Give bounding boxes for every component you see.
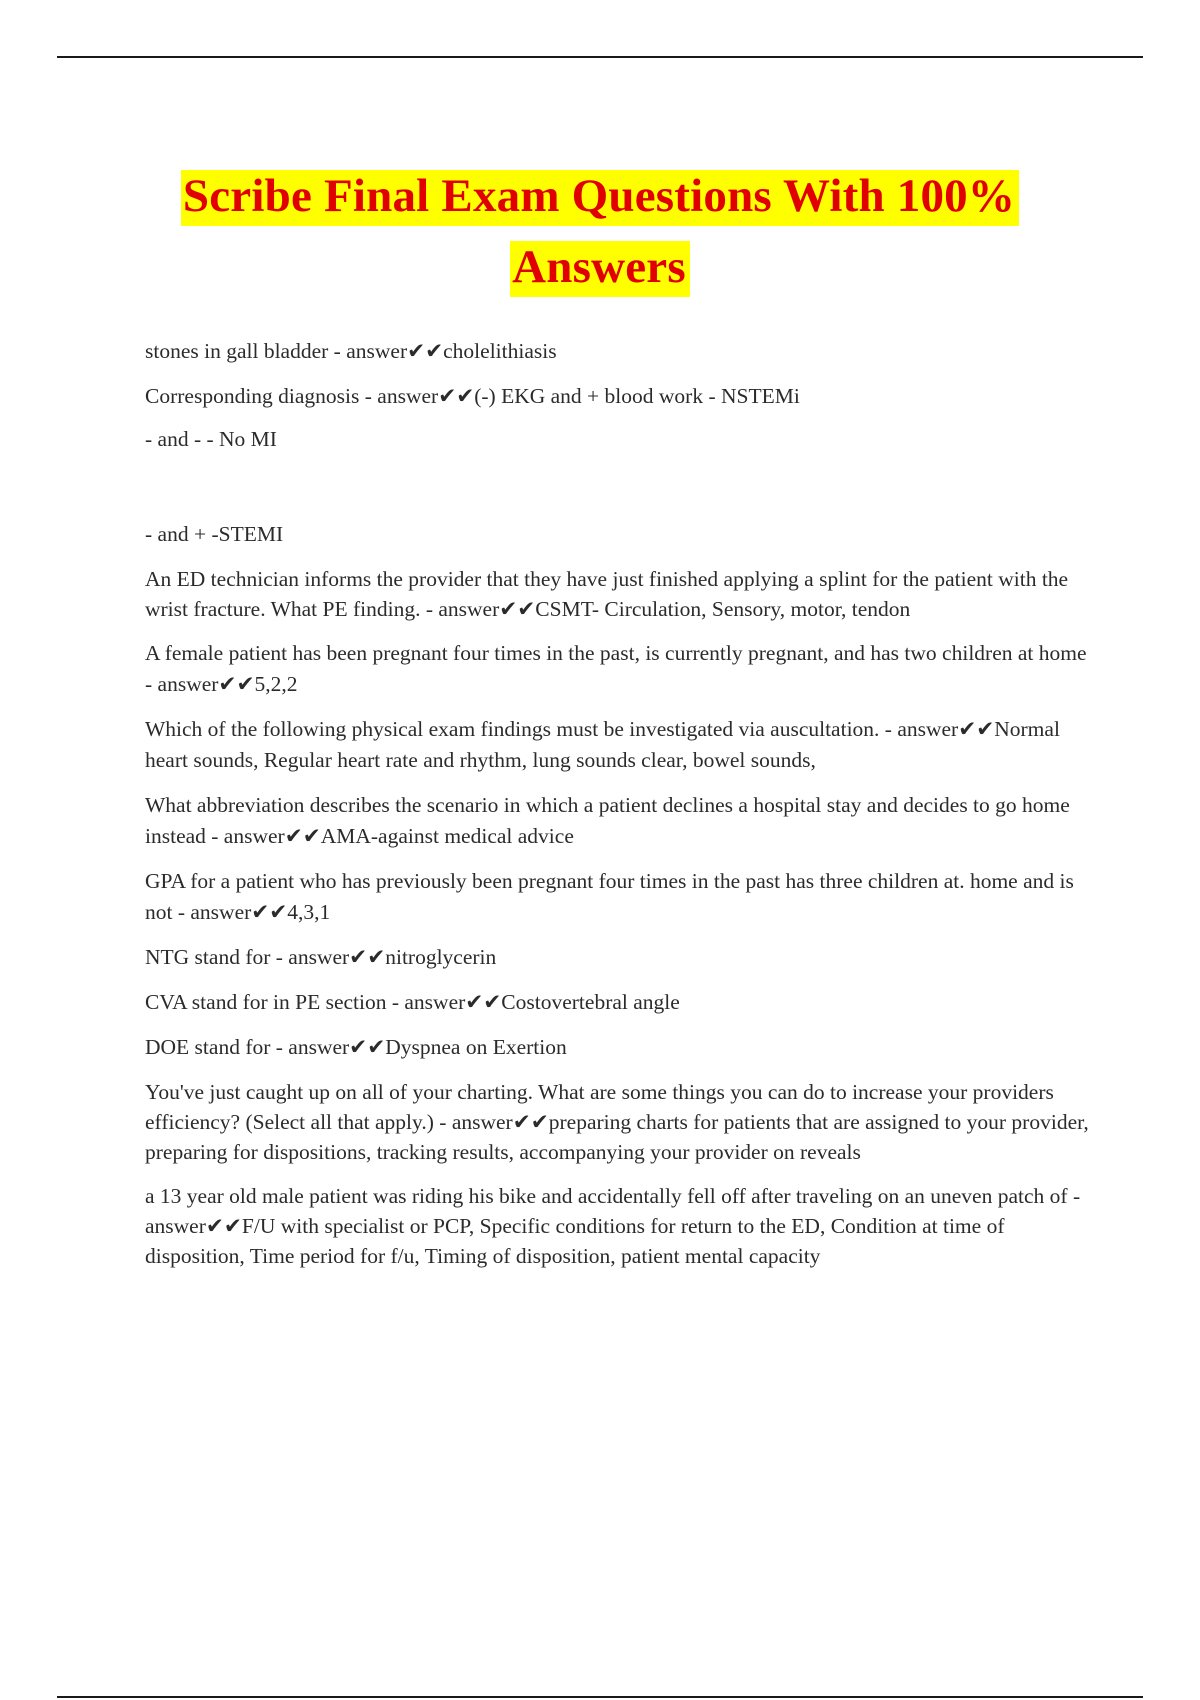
qa-bike-disposition: a 13 year old male patient was riding his bike and accidentally fell off after traveling on an uneven patch of - answer✔✔F/U with specialist or PCP, Specific conditions for return to the ED, Condition at time of disposition, Time period for f/u, Timing of disposition, patient mental capacity	[145, 1184, 1081, 1268]
qa-pregnancy-gpa: A female patient has been pregnant four times in the past, is currently pregnant, and has two children at home - answer✔✔5,2,2	[145, 641, 1087, 696]
footer-rule	[57, 1696, 1143, 1698]
qa-ntg: NTG stand for - answer✔✔nitroglycerin	[145, 945, 497, 969]
document-title	[0, 166, 1200, 308]
qa-splint-pe-finding: An ED technician informs the provider that they have just finished applying a splint for the patient with the wrist fracture. What PE finding. - answer✔✔CSMT- Circulation, Sensory, motor, tendon	[145, 567, 1069, 621]
qa-ama: What abbreviation describes the scenario in which a patient declines a hospital stay and decides to go home instead - answer✔✔AMA-against medical advice	[145, 793, 1070, 848]
title-line-2: Answers	[0, 237, 1200, 308]
qa-provider-efficiency: You've just caught up on all of your charting. What are some things you can do to increase your providers efficiency? (Select all that apply.) - answer✔✔preparing charts for patients that are assigned to your provider, preparing for dispositions, tracking results, accompanying your provider on reveals	[145, 1080, 1089, 1164]
qa-gpa-431: GPA for a patient who has previously been pregnant four times in the past has three children at. home and is not - answer✔✔4,3,1	[145, 869, 1074, 924]
header-rule	[57, 56, 1143, 58]
qa-gallstones: stones in gall bladder - answer✔✔cholelithiasis	[145, 339, 557, 363]
qa-no-mi: - and - - No MI	[145, 427, 277, 451]
qa-auscultation: Which of the following physical exam findings must be investigated via auscultation. - answer✔✔Normal heart sounds, Regular heart rate and rhythm, lung sounds clear, bowel sounds,	[145, 717, 1060, 772]
document-body	[145, 336, 1090, 1285]
qa-cva: CVA stand for in PE section - answer✔✔Costovertebral angle	[145, 990, 680, 1014]
qa-corresponding-diagnosis: Corresponding diagnosis - answer✔✔(-) EKG and + blood work - NSTEMi	[145, 384, 800, 408]
qa-stemi: - and + -STEMI	[145, 522, 284, 546]
title-line-1: Scribe Final Exam Questions With 100%	[0, 166, 1200, 237]
qa-doe: DOE stand for - answer✔✔Dyspnea on Exertion	[145, 1035, 567, 1059]
